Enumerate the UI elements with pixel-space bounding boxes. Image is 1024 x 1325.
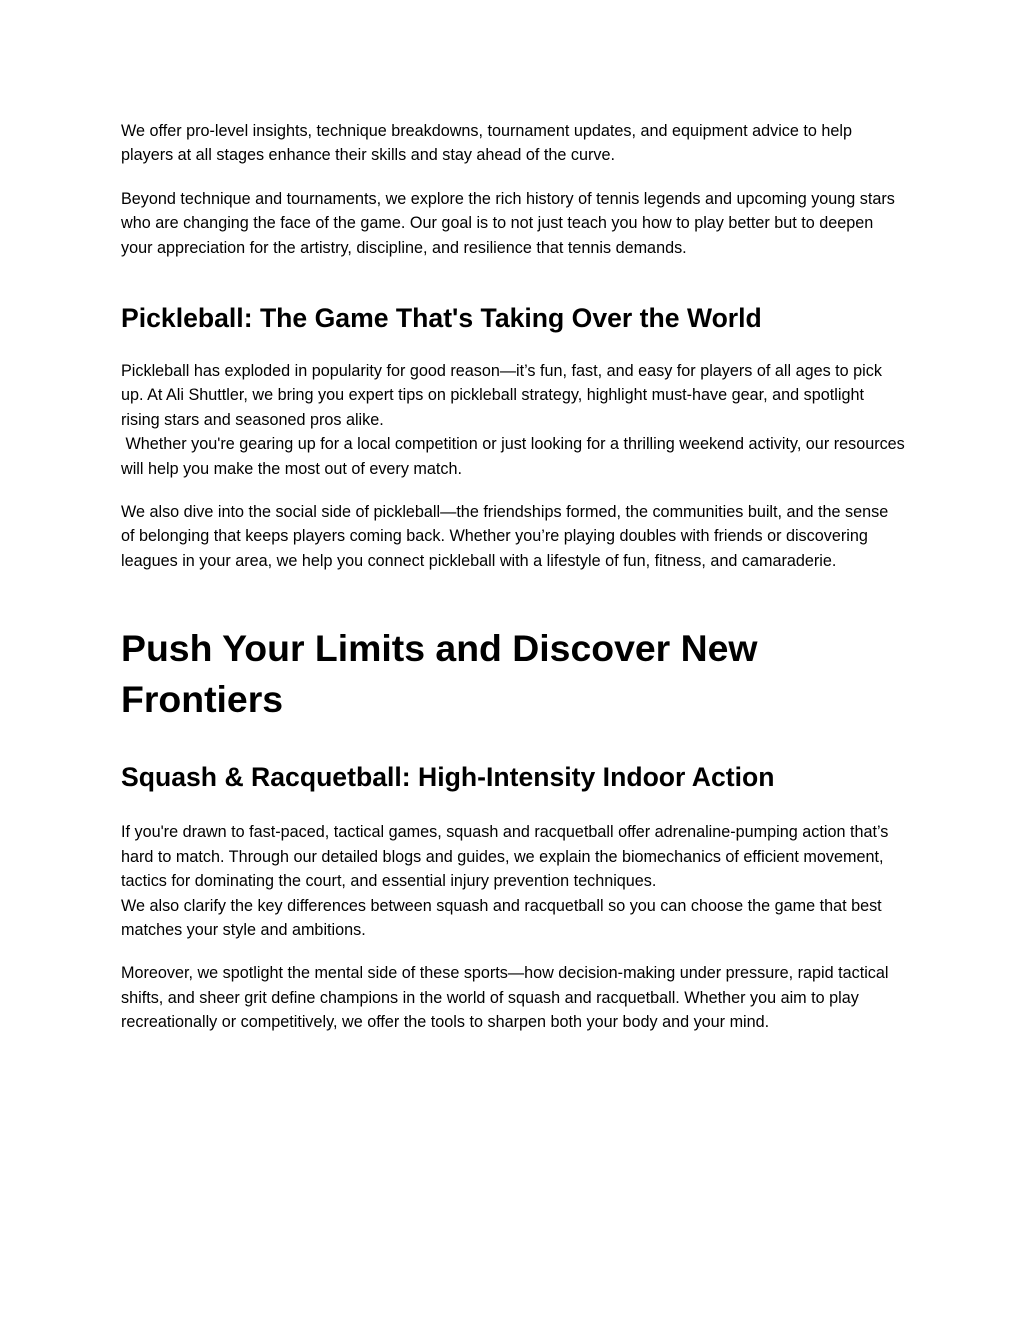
pickleball-paragraph-1-part-2: Whether you're gearing up for a local competition or just looking for a thrilling weekend activity, our resources will help you make the most out of every match.	[121, 435, 910, 478]
squash-heading: Squash & Racquetball: High-Intensity Indoor Action	[121, 762, 775, 793]
intro-paragraph-1: We offer pro-level insights, technique breakdowns, tournament updates, and equipment advice to help players at all stages enhance their skills and stay ahead of the curve.	[121, 122, 852, 165]
squash-paragraph-1-part-1: If you're drawn to fast-paced, tactical games, squash and racquetball offer adrenaline-pumping action that’s hard to match. Through our detailed blogs and guides, we explain the biomechanics of efficient movement, tactics for dominating the court, and essential injury prevention techniques.	[121, 823, 893, 891]
squash-paragraph-1	[121, 820, 906, 942]
pickleball-paragraph-1-part-1: Pickleball has exploded in popularity for good reason—it’s fun, fast, and easy for players of all ages to pick up. At Ali Shuttler, we bring you expert tips on pickleball strategy, highlight must-have gear, and spotlight rising stars and seasoned pros alike.	[121, 362, 887, 429]
document-page	[121, 119, 910, 1035]
pickleball-paragraph-2: We also dive into the social side of pickleball—the friendships formed, the communities built, and the sense of belonging that keeps players coming back. Whether you’re playing doubles with friends or discovering leagues in your area, we help you connect pickleball with a lifestyle of fun, fitness, and camaraderie.	[121, 503, 889, 570]
pickleball-heading: Pickleball: The Game That's Taking Over the World	[121, 303, 762, 334]
squash-paragraph-2: Moreover, we spotlight the mental side of these sports—how decision-making under pressure, rapid tactical shifts, and sheer grit define champions in the world of squash and racquetball. Whether you aim to play recreationally or competitively, we offer the tools to sharpen both your body and your mind.	[121, 964, 889, 1032]
pickleball-paragraph-1	[121, 359, 910, 481]
intro-paragraph-2: Beyond technique and tournaments, we explore the rich history of tennis legends and upcoming young stars who are changing the face of the game. Our goal is to not just teach you how to play better but to deepen your appreciation for the artistry, discipline, and resilience that tennis demands.	[121, 189, 895, 257]
push-limits-heading: Push Your Limits and Discover New Frontiers	[121, 627, 758, 720]
squash-paragraph-1-part-2: We also clarify the key differences between squash and racquetball so you can choose the game that best matches your style and ambitions.	[121, 896, 887, 939]
